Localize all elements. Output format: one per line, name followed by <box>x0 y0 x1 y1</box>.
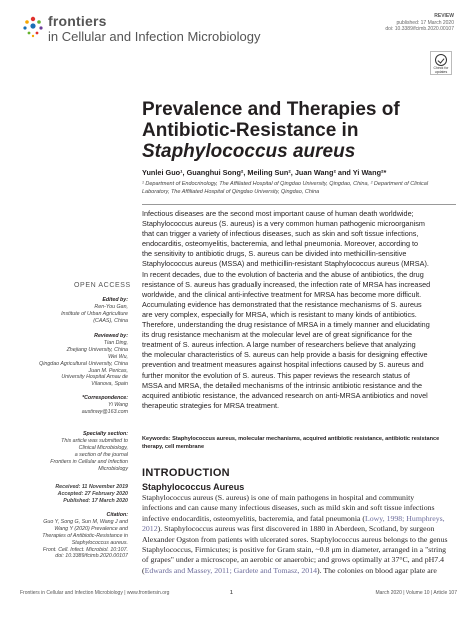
subsection-heading: Staphylococcus Aureus <box>142 482 245 492</box>
affiliation-line: ¹ Department of Endocrinology, The Affiliated Hospital of Qingdao University, Qingdao, China, ² Department of Clinical <box>142 181 429 187</box>
correspondence-block <box>82 395 128 416</box>
abstract-line: therapeutic strategies for MRSA treatment. <box>142 400 280 410</box>
reference-link[interactable]: 2012 <box>142 524 158 534</box>
specialty-line: a section of the journal <box>74 451 128 458</box>
author-list: Yunlei Guo¹, Guanghui Song², Meiling Sun², Juan Wang² and Yi Wang²* <box>142 168 387 177</box>
body-line: of grapes" under a microscope, an aerobic or anaerobic; and grows optimally at 37°C, and pH7.4 <box>142 555 445 565</box>
section-heading: INTRODUCTION <box>142 467 230 479</box>
specialty-line: This article was submitted to <box>61 437 128 444</box>
abstract-line: resistance of S. aureus has gradually increased, the infection rate of MRSA has increased <box>142 279 431 289</box>
citation-line: Therapies of Antibiotic-Resistance in <box>42 532 128 539</box>
title-line-3: Staphylococcus aureus <box>142 141 356 162</box>
reviewed-by-block <box>39 333 128 388</box>
received-date: Received: 11 November 2019 <box>55 484 128 490</box>
abstract-line: the molecular characteristics of S. aureus can help provide a basis for designing effective <box>142 350 428 360</box>
citation-line: Front. Cell. Infect. Microbiol. 10:107. <box>42 546 128 553</box>
journal-brand <box>48 14 260 44</box>
reviewer-name: Juan M. Pericas, <box>88 367 128 374</box>
citation-line[interactable]: doi: 10.3389/fcimb.2020.00107 <box>55 553 128 560</box>
abstract-line: endocarditis, osteomyelitis, bacteremia, and lethal pneumonia. Moreover, according to <box>142 239 419 249</box>
specialty-section-label: Specialty section: <box>82 431 128 437</box>
abstract-line: Therefore, understanding the drug resistance of MRSA in a timely manner and elucidating <box>142 320 430 330</box>
correspondence-label: *Correspondence: <box>82 395 128 401</box>
abstract-line: acquired antibiotic resistance, the advanced research on anti-MRSA antibiotics and novel <box>142 390 428 400</box>
abstract-line: Staphylococcus aureus (S. aureus) is a very common human pathogenic microorganism <box>142 219 425 229</box>
abstract-line: Infectious diseases are the second most important cause of human death worldwide; <box>142 209 414 218</box>
affiliation-line: Laboratory, The Affiliated Hospital of Qingdao University, Qingdao, China <box>142 188 320 195</box>
specialty-line: Frontiers in Cellular and Infection <box>50 458 128 465</box>
abstract-line: that can trigger a variety of infectious diseases, such as skin and soft tissue infections, <box>142 229 419 239</box>
abstract-line: are very complex, especially for MRSA, which is resistant to many kinds of antibiotics. <box>142 309 417 319</box>
specialty-line: Microbiology <box>98 465 128 472</box>
reviewer-name: Tian Ding, <box>103 339 128 346</box>
abstract-line: prevention and treatment measures against hospital infections caused by S. aureus and <box>142 360 424 370</box>
footer-volume: March 2020 | Volume 10 | Article 107 <box>375 590 457 596</box>
article-meta <box>385 13 454 33</box>
abstract-line: Staphylococcus aureus (MSSA) and methicillin-resistant Staphylococcus aureus (MRSA). <box>142 259 429 269</box>
reviewer-name: Wei Wu, <box>108 353 128 360</box>
body-line: Alexander Ogston from patients with ulcerated sores. Staphylococcus aureus belongs to the genus <box>142 534 448 544</box>
reviewed-by-label: Reviewed by: <box>94 333 128 339</box>
citation-line: Guo Y, Song G, Sun M, Wang J and <box>43 518 128 525</box>
dates-block <box>55 484 128 505</box>
article-title <box>142 99 442 162</box>
citation-label: Citation: <box>106 512 128 518</box>
abstract-line: treatment of S. aureus infection. A large number of researchers believe that analyzing <box>142 340 416 350</box>
abstract <box>142 209 457 411</box>
title-divider <box>142 204 456 205</box>
keywords-label: Keywords: <box>142 436 171 442</box>
reviewer-affiliation: Qingdao Agricultural University, China <box>39 360 128 367</box>
reviewer-affiliation: University Hospital Arnau de <box>61 374 128 381</box>
abstract-line: Accumulating evidence has demonstrated that the resistance mechanisms of S. aureus <box>142 299 422 309</box>
check-for-updates-badge[interactable] <box>430 51 452 75</box>
editor-affiliation: (CAAS), China <box>93 317 128 324</box>
body-line: Staphylococcus aureus (S. aureus) is one of main pathogens in hospital and community <box>142 493 415 502</box>
citation-line: Staphylococcus aureus. <box>71 539 128 546</box>
body-line: ( <box>142 565 145 575</box>
body-line: ). Staphylococcus aureus was first discovered in 1880 in Aberdeen, Scotland, by surgeon <box>157 524 435 534</box>
brand-name: frontiers <box>48 13 107 29</box>
keywords-line: Staphylococcus aureus, molecular mechanisms, acquired antibiotic resistance, antibiotic resistance <box>172 436 440 442</box>
abstract-line: In recent decades, due to the evolution of bacteria and the abuse of antibiotics, the drug <box>142 269 424 279</box>
open-access-label: OPEN ACCESS <box>74 282 131 289</box>
reviewer-affiliation: Vilanova, Spain <box>91 381 128 388</box>
citation-block <box>42 512 128 560</box>
abstract-line: further monitor the evolution of S. aureus. This paper reviews the research status of <box>142 370 410 380</box>
introduction-body <box>142 493 457 576</box>
abstract-line: the sensitivity to antibiotic drugs, S. aureus can be divided into methicillin-sensitive <box>142 249 407 259</box>
published-date-sidebar: Published: 17 March 2020 <box>63 497 128 504</box>
correspondence-name: Yi Wang <box>108 401 128 408</box>
body-line: ). The colonies on blood agar plate are <box>317 565 437 575</box>
body-line: infective endocarditis, osteomyelitis, bacteremia, and fatal pneumonia ( <box>142 513 365 523</box>
keywords-line: therapy, cell membrane <box>142 443 205 450</box>
keywords <box>142 436 457 451</box>
body-line: Staphylococcus, Firmicutes; is positive for Gram stain, ~0.8 μm in diameter, arranged in a "string <box>142 545 447 555</box>
specialty-line: Clinical Microbiology, <box>78 444 128 451</box>
reference-link[interactable]: Edwards and Massey, 2011; Gardete and Tomasz, 2014 <box>144 565 317 575</box>
article-type: REVIEW <box>434 13 454 19</box>
check-label: Check for updates <box>433 66 449 74</box>
reviewer-affiliation: Zhejiang University, China <box>66 346 128 353</box>
reference-link[interactable]: Lowy, 1998; Humphreys, <box>365 513 445 523</box>
title-line-2: Antibiotic-Resistance in <box>142 120 359 141</box>
editor-name: Ren-You Gan, <box>94 303 128 310</box>
title-line-1: Prevalence and Therapies of <box>142 99 400 120</box>
frontiers-logo-icon <box>20 13 46 39</box>
editor-affiliation: Institute of Urban Agriculture <box>61 310 128 317</box>
citation-line: Wang Y (2020) Prevalence and <box>54 525 128 532</box>
journal-name: in Cellular and Infection Microbiology <box>48 29 261 44</box>
body-line: infections and can cause many infectious diseases, such as mild skin and soft tissue infections <box>142 503 435 513</box>
abstract-line: MSSA and MRSA, the detailed mechanisms of the intrinsic antibiotic resistance and the <box>142 380 423 390</box>
page-number: 1 <box>230 590 233 596</box>
edited-by-block <box>61 297 128 325</box>
affiliations <box>142 181 457 196</box>
published-date: published: 17 March 2020 <box>396 19 454 26</box>
check-icon <box>435 54 447 66</box>
doi[interactable]: doi: 10.3389/fcimb.2020.00107 <box>385 26 454 32</box>
abstract-line: its drug resistance mechanism at the molecular level are of great significance for the <box>142 330 412 340</box>
correspondence-email[interactable]: austinwy@163.com <box>81 408 128 415</box>
footer-journal[interactable]: Frontiers in Cellular and Infection Microbiology | www.frontiersin.org <box>20 590 170 596</box>
specialty-section-block <box>50 431 128 472</box>
abstract-line: worldwide, and the clinical anti-infective treatment for MRSA has become more difficult. <box>142 289 422 299</box>
edited-by-label: Edited by: <box>102 297 128 303</box>
accepted-date: Accepted: 27 February 2020 <box>57 490 128 497</box>
